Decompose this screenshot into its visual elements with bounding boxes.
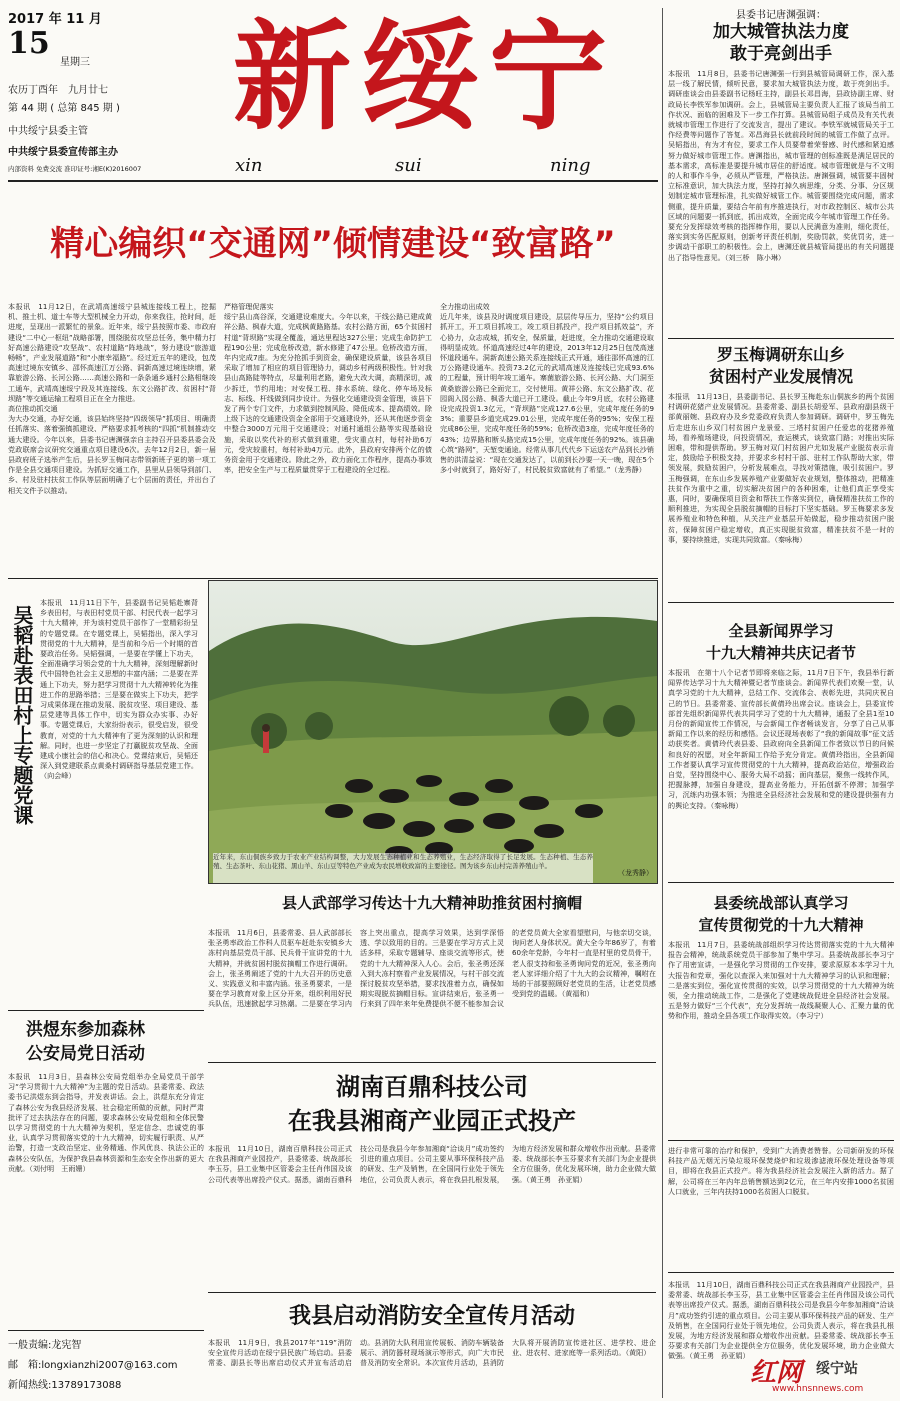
lead-bottom-rule xyxy=(8,578,658,579)
right-article-4 xyxy=(668,892,894,1108)
masthead-pinyin-3: ning xyxy=(550,155,591,176)
right-rule-2 xyxy=(668,602,894,603)
masthead-pinyin-2: sui xyxy=(395,155,422,176)
lead-col-2: 严格管理促落实 绥宁县山高谷深，交通建设难度大。今年以来，干线公路已建成黄祥公路、枫春大道，完成枫黄路路基。农村公路方面，65个贫困村村道“背坝路”实现全覆盖，通达里程达327公里；完成生命防护工程190公里；完成危桥改造，新水修建了47公里。危桥改造方面，年内完成7座。为充分抢抓手到资金，确保建设质量，该县各项目采取了增加了相应的项目管理协力，调动乡村两级积极性。针对我县山高路陡等特点，尽量利用老路，避免大改大调，高精深切，减少拆迁，节约用地；对安保工程、排水系统、绿化、停车场及标志、标线、杆线做到同步设计。为强化交通建设资金管理，该县下发了两个专门文件，力求做到控制风险、降低成本、提高绩效。除上级下达的交通建设资金全部用于交通建设外，还从其他逐步资金中整合3000万元用于交通建设；对通村通组公路等实现基础设施，采取以奖代补的形式做到重建，受灾重点村，每村补助6万元，受灾较重村，每村补助4万元。此外，县政府安排两个亿的债务资金用于交通建设。除此之外，政力面化工作程序，提高办事效率，把安全生产与工程质量贯穿于工程建设的全过程。 xyxy=(224,302,432,475)
watermark-station: 绥宁站 xyxy=(816,1361,858,1377)
right-rule-4 xyxy=(668,1140,894,1141)
fire-headline: 我县启动消防安全宣传月活动 xyxy=(288,1303,575,1329)
tech-article xyxy=(208,1070,656,1220)
lead-col-3: 全力推动出成效 近几年来，该县及时调度项目建设，层层传导压力，坚持“公约项目抓开工，开工项目抓竣工，竣工项目抓投产，投产项目抓效益”，齐心协力，众志成城，抓安全，保质量，赶进度，全力推动交通建设取得明显成效。怀道高速经过4年的建设，2013年12月25日包茂高速怀道段通车。洞新高速公路关系连接线正式开通，通往邵怀高速的江万公路建设通车。投资73.2亿元的武靖高速及连接线已完成93.6%的工程量，预计明年竣工通车。寨菌旅游公路、长河公路、大门洞至黄桑旅游公路已全面完工，交付使用。黄祥公路、东文公路扩改、花园阁入园公路、枫香大道已开工建设。截止今年9月底，农村公路建设完成投资1.3亿元，“背坝路”完成127.6公里，完成年度任务的93%；重要县乡道完成29.01公里，完成年度任务的95%；安保工程完成86公里，完成年度任务的59%；危桥改造3座，完成年度任务的43%；边界路和断头路完成15公里，完成年度任务的92%。该县确心筑“路网”，天堑变通途。经常从事几代代乡下运送农产品到长沙销售的洪清益说：“现在交通发达了，以前到长沙要一天一晚，现在5个多小时就到了，路好好了，村民脱贫致富就有了希望。”（龙秀静） xyxy=(440,302,654,475)
right-2-body: 本报讯 11月13日，县委副书记、县长罗玉梅赴东山侗族乡的两个贫困村调研花猪产业发展情况。县委常委、副县长胡爱军、县政府副县级干部黄丽婉、县政府办及乡党委政府负责人参加调研。调研中，罗玉梅先后走进东山乡双门村贫困户龙景爱、三塔村贫困户任爱忠的花猪养殖场，看养殖场建设，问投资情况，查运模式，谈致富门路；对推出实际困难，带和提供帮助。罗玉梅对双门村贫困户尤如发展产业脱贫表示肯定，鼓励给予积极支持，并要求乡村村干部、驻村工作队帮助大家，带领发展，鼓励贫困户，分析发展难点，寻找对策措施，吸引贫困户。罗玉梅强调，在东山乡发展养殖产业要做好农业规划，整体推动，把精准扶贫作为重中之重，切实解决贫困户的各种困难，让他们真正享受实惠，同时，要确保项目资金和帮扶工作落实到位，确保精准扶贫工作的顺利推进，为实现全县脱贫摘帽的目标打下坚实基础。罗玉梅要求多发展养殖业和特色种植，从关注产业基层开始做起，稳步推动贫困户脱贫，保障贫困户稳定增收，真正实现脱贫致富，精准扶贫不是一时的事，要持续推进，实现共同致富。（秦咏梅） xyxy=(668,392,894,544)
right-4-body: 本报讯 11月7日，县委统战部组织学习传达贯彻落实党的十九大精神报告会精神，统战系统党员干部参加了集中学习。县委统战部长李习宁作了用密宣讲，一是强化学习贯彻的工作安排，要求原原本本学习十九大报告和党章，强化以查深入来加强对十九大精神学习的认识和理解；二是落实到位，强化宣传贯彻的实效，以学习贯彻党的十九大精神为统领，全力推动统战工作，二是强化了党建统战促进全县经济社会发展。五是努力做好“三个代表”，充分发挥统一战线凝聚人心、汇聚力量的优势和作用，推动全县各项工作取得实效。（李习宁） xyxy=(668,940,894,1021)
forest-article xyxy=(8,1018,204,1322)
right-article-1 xyxy=(668,6,894,319)
watermark-url: www.hnsnnews.com xyxy=(772,1384,864,1394)
right-rule-5 xyxy=(668,1272,894,1273)
left-feature-headline: 吴韬赴表田村上专题党课 xyxy=(10,605,34,825)
photo-credit: （龙秀静） xyxy=(618,869,653,877)
right-rule-3 xyxy=(668,882,894,883)
tech-headline-1: 湖南百鼎科技公司 xyxy=(336,1072,528,1101)
forest-body: 本报讯 11月3日，县森林公安局党组举办全局党员干部学习“学习贯彻十九大精神”为主题的党日活动。县委常委、政法委书记洪煜东到会指导，并发表讲话。会上，洪煜东充分肯定了森林公安为我县经济发展、社会稳定所做的贡献，同时严肃批评了过去执法存在的问题，要求森林公安局党组和全体民警以学习贯彻党的十九大精神为契机，坚定信念、忠诚党的事业，认真学习贯彻落实党的十九大精神，切实履行职责、从严治警，打造一支政治坚定、业务精通、作风优良、执法公正的森林公安队伍，为保护我县森林资源和生态安全作出新的更大贡献。（刘付明 王雨姗） xyxy=(8,1072,204,1173)
right-article-2 xyxy=(668,344,894,580)
right-1-kicker: 县委书记唐渊强调： xyxy=(736,10,826,21)
right-1-headline-2: 敢于亮剑出手 xyxy=(730,44,832,64)
masthead-day: 15 xyxy=(8,26,50,61)
tech-body: 本报讯 11月10日，湖南百鼎科技公司正式在我县湘商产业园投产，县委常委、统战部长李玉芬，县工业集中区管委会主任肖伟国及该公司代表等出席投产仪式。据悉，湖南百鼎科技公司是我县今年参加湘商“洽谈月”成功签约引进的重点项目。公司主要从事环保科技产品的研发、生产及销售，在全国同行业处于领先地位，公司负责人表示，将在我县扎根发展，为地方经济发展和群众增收作出贡献。县委常委、统战部长李玉芬要求有关部门为企业提供全方位服务，优化发展环境，助力企业做大做强。（黄王勇 孙亚娟） xyxy=(208,1144,656,1184)
left-rule-1 xyxy=(8,1010,204,1011)
right-6-body: 本报讯 11月10日，湖南百鼎科技公司正式在我县湘商产业园投产，县委常委、统战部长李玉芬，县工业集中区管委会主任肖伟国及该公司代表等出席投产仪式。据悉，湖南百鼎科技公司是我县今年参加湘商“洽谈月”成功签约引进的重点项目。公司主要从事环保科技产品的研发、生产及销售，在全国同行业处于领先地位，公司负责人表示，将在我县扎根发展，为地方经济发展和群众增收作出贡献。县委常委、统战部长李玉芬要求有关部门为企业提供全方位服务，优化发展环境，助力企业做大做强。（黄王勇 孙亚娟） xyxy=(668,1280,894,1361)
masthead-permit: 内部资料 免费交流 准印证号:湘E(K)2016007 xyxy=(8,165,142,173)
masthead-title: 新绥宁 xyxy=(232,7,617,146)
masthead-lunar: 农历丁酉年 九月廿七 xyxy=(8,85,108,96)
right-rule-1 xyxy=(668,338,894,339)
right-4-headline-2: 宣传贯彻党的十九大精神 xyxy=(698,916,864,934)
masthead-issue: 第 44 期 ( 总第 845 期 ) xyxy=(8,103,120,114)
right-3-body: 本报讯 在第十八个记者节即将来临之际，11月7日下午，我县举行新闻界传达学习十九大精神暨记者节座谈会。新闻界代表们欢聚一堂，认真学习党的十九大精神，总结工作、交流体会、表彰先进，共同庆祝自己的节日。县委常委、宣传部长黄倩玲出席会议。座谈会上，县委宣传部首先组织新闻界代表共同学习了党的十九大精神，通报了全县1至10月份的新闻宣传工作情况，与会新闻工作者畅谈发言，分享了自己从事新闻工作以来的经历和感悟。会议还现场表彰了“我的新闻故事”征文活动获奖者。黄倩玲代表县委、县政府向全县新闻工作者致以节日的问候和良好的祝愿，对全年新闻工作给予充分肯定。黄倩玲指出，全县新闻工作者要认真学习宣传贯彻党的十九大精神，提高政治站位，增强政治自觉，坚持围绕中心、服务大局不动摇；面向基层，聚焦一线转作风，把握脉搏，加强自身建设，提高业务能力，开拓创新不停滞；加强学习，沉练内功强本领；为推进全县经济社会发展和党的建设提供强有力的舆论支持。（秦咏梅） xyxy=(668,668,894,810)
corner-info xyxy=(8,1336,204,1396)
masthead-date-box xyxy=(8,8,173,173)
masthead-year-month: 2017 年 11 月 xyxy=(8,12,102,27)
army-body: 本报讯 11月6日，县委常委、县人武部部长张圣勇率政治工作科人员驱车赶赴东安镇乡大冻村向基层党员干部、民兵骨干宣讲党的十九大精神，并就贫困村脱贫摘帽工作进行调研。会上，张圣勇阐述了党的十九大召开的历史意义、实践意义和丰富内涵。张圣勇要求，一是要在学习教育对象上区分开来，组织利用好民兵队伍，迅速掀起学习热潮。二是要在学习内容上突出重点，提高学习效果，达到学深悟透、学以致用的目的。三是要在学习方式上灵活多样，采取专题辅导、座谈交流等形式，使党的十九大精神深入人心。会后，张圣勇还深入到大冻村察看产业发展情况，与村干部交流探讨脱贫攻坚举措，要求找准着力点，确保如期实现脱贫摘帽目标。宣讲结束后，张圣勇一行来到了四年来年免费提供不便不能参加会议的老党员黄大全家看望慰问，与他亲切交谈，询问老人身体状况。黄大全今年86岁了，有着60余年党龄，今年村一直是村里的党员骨干，老人很支持和张圣勇询问党的近况，张圣勇向老人家详细介绍了十九大的会议精神，嘱咐在场的干部要照顾好老党员的生活，让老党员感受到党的温暖。（黄福和） xyxy=(208,928,656,1009)
right-4-headline-1: 县委统战部认真学习 xyxy=(713,894,849,912)
fire-body: 本报讯 11月9日，我县2017年“119”消防安全宣传月活动在绥宁县民族广场启动。县委常委、副县长等出席启动仪式并宣布活动启动。县消防大队利用宣传展板、消防车辆装备展示、消防器材现场演示等形式，向广大市民普及消防安全常识。本次宣传月活动，县消防大队将开展消防宣传进社区、进学校、进企业、进农村、进家庭等一系列活动。（黄阳） xyxy=(208,1338,656,1368)
left-rule-2 xyxy=(8,1330,204,1331)
masthead-rule xyxy=(8,180,658,182)
masthead-organizer-1: 中共绥宁县委主管 xyxy=(8,126,88,137)
right-article-3 xyxy=(668,620,894,846)
left-feature-body: 本报讯 11月11日下午，县委副书记吴韬赴寨背乡表田村，与表田村党员干部、村民代表一起学习十九大精神，并为该村党员干部作了一堂精彩纷呈的专题党课。在专题党课上，吴韬指出，深入学习贯彻党的十九大精神，是当前和今后一个时期的首要政治任务。吴韬强调，一是要在学懂上下功夫，全面准确学习领会党的十九大精神，深刻理解新时代中国特色社会主义思想的丰富内涵；二是要在弄通上下功夫，努力把学习贯彻十九大精神转化为推进工作的思路举措；三是要在做实上下功夫，把学习成果体现在推动发展、脱贫攻坚、项目建设、基层党建等具体工作中，切实为群众办实事、办好事。专题党课后，大家纷纷表示，很受启发，很受教育，对党的十九大精神有了更为深刻的认识和理解。同时，也进一步坚定了打赢脱贫攻坚战、全面建成小康社会的信心和决心。党课结束后，吴韬还深入到党建联系点黄桑村调研指导基层党建工作。（向会峰） xyxy=(40,598,198,781)
banner-headline: 精心编织“交通网”倾情建设“致富路” xyxy=(50,224,616,264)
right-3-headline-1: 全县新闻界学习 xyxy=(728,622,834,640)
right-2-headline-2: 贫困村产业发展情况 xyxy=(708,367,853,386)
center-rule-1 xyxy=(208,1062,656,1063)
goat-photo-image xyxy=(209,581,657,883)
lead-col-1: 本报讯 11月12日，在武靖高速绥宁县城连接线工程上，挖掘机、推土机、道士车等大型机械全力开动，你来我往，抢时间，赶进度，呈现出一派繁忙的景象。近年来，绥宁县按照市委、市政府建设“二中心一枢纽”战略部署，围绕脱贫攻坚总任务，集中精力打好高速公路建设“攻坚战”、农村道路“阵地战”，努力建设“旅游道畅畅”，产业发展道路”和“小康幸福路”。经过近五年的建设，包茂高速过境东安镇乡、邵怀高速江万公路、洞新高速过境连续增，紧靠旅游公路、长河公路……高速公路和一条条通乡通村公路相继竣工通车，武靖高速绥宁段及其连接线、东文公路扩改、贫困村“背坝路”等交通运输工程项目正在全力推进。 高位推动抓交通 为大办交通，办好交通，该县始终坚持“四级领导”抓项目、明确责任抓落实、落着强镇抓建设、严格要求抓考核的“四抓”机制推动交通大建设。今年以来，县委书记唐渊强亲自主持召开县委县委会及党政联席会议研究交通重点项目建设6次。去年12月2日，新一届县政府班子选举产生后，县长罗玉梅同志带领新班子更的第一项工作是全县交通项目建设。为抓好交通工作，县里从县领导到部门、乡、村及驻村扶贫工作队等层面明确了七个层面的责任，并出台了相关文件予以推动。 xyxy=(8,302,216,495)
corner-email: 邮 箱:longxianzhi2007@163.com xyxy=(8,1360,178,1371)
right-column-rule xyxy=(662,8,663,1398)
masthead-weekday: 星期三 xyxy=(60,57,90,68)
masthead-organizer-2: 中共绥宁县委宣传部主办 xyxy=(8,147,118,158)
right-3-headline-2: 十九大精神共庆记者节 xyxy=(705,644,856,662)
tech-headline-2: 在我县湘商产业园正式投产 xyxy=(288,1106,576,1135)
center-rule-2 xyxy=(208,1292,656,1293)
corner-editor: 一般责编:龙宪智 xyxy=(8,1340,82,1351)
right-5-body: 进行非常可靠的治疗和保护，受到广大消费者赞誉。公司新研发的环保科技产品无烟无污染垃圾环保焚烧炉和垃圾渗滤液环保处理设备等项目，即将在我县正式投产。将为我县经济社会发展注入新的活力。据了解，公司将在三年内年总销售额达到2亿元，在三年内安排1000名贫困人口就业，三年内扶持1000名贫困人口脱贫。 xyxy=(668,1146,894,1196)
forest-headline-2: 公安局党日活动 xyxy=(26,1044,145,1064)
watermark-logo-icon: 红网 xyxy=(750,1358,803,1388)
photo-caption: 近年来，东山侗族乡致力于农业产业结构调整，大力发展生态种植业和生态养殖业，生态经济取得了长足发展。生态种植、生态养殖、生态茶叶、东山花猪、黑山羊、东山豆等特色产业成为农民增收致富的主要途径。图为该乡东山村完善养殖山羊。 xyxy=(213,853,593,883)
right-2-headline-1: 罗玉梅调研东山乡 xyxy=(716,345,845,364)
army-headline: 县人武部学习传达十九大精神助推贫困村摘帽 xyxy=(281,894,582,912)
corner-hotline: 新闻热线:13789173088 xyxy=(8,1380,122,1391)
masthead-pinyin-1: xin xyxy=(235,155,263,176)
goat-photo xyxy=(208,580,658,884)
right-1-headline-1: 加大城管执法力度 xyxy=(713,22,849,42)
forest-headline-1: 洪煜东参加森林 xyxy=(26,1020,145,1040)
right-1-body: 本报讯 11月8日，县委书记唐渊强一行到县城管局调研工作，深入基层一线了解民情，倾听民意，要求加大城管执法力度，敢于亮剑出手。调研座谈会由县委副书记杨旺主持，副县长邓昌海，县政协副主席、财政局长李铁军参加调研。会上，县城管局主要负责人汇报了该局当前工作状况、面临的困难及下一步工作打算。县城管局组子成员及有关代表就城市管理工作进行了交流发言，提出了建议。李铁军就城管局关于工作经费等问题作了答复。邓昌海县长就前段时间的城管工作做了点评。吴韬指出，有为才有位，要求工作人员要带着荣誉感、时代感和紧迫感努力做好城市管理工作。唐渊指出，城市管理的创标准既是满足居民的基本需求，高标准是要提升城市居住的舒适度。城市管理就是与不文明的人和事作斗争，必须从严管理，严格执法。唐渊强调，城管要丰固树立标准意识，加大执法力度，坚持打掉久病思维，分类、分事、分区规划制定城市管理标准，扎实做好城管工作。城管要围绕完成问题，需求侧重，提升质量，要结合年前有序推进执行，对市政控制区、城市公共区域的问题要一抓到底，抓出成效，全面完成今年城市管理工作任务。要充分发挥绿效考核的指挥棒作用，要以人民满意为准则，细化责任，落实到实务匹配原则，创新考评责任机制，奖励罚款，奖优罚劣，进一步调动干部职工的积极性。会上，唐渊还就县城管局提出的有关问题提出了指导性意见。（刘三桥 陈小琳） xyxy=(668,69,894,262)
watermark xyxy=(750,1352,890,1396)
